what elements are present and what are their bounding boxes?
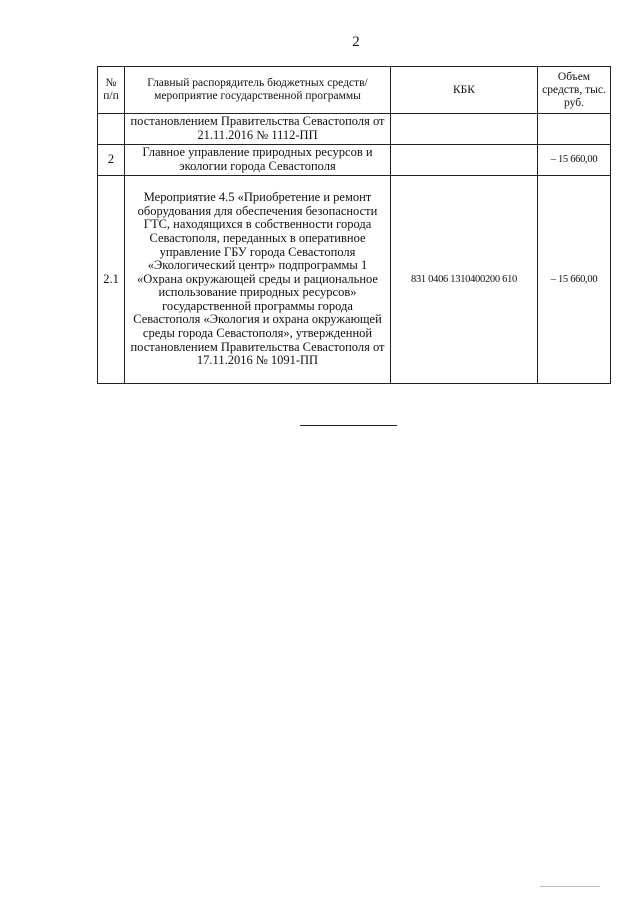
row-num: 2.1 bbox=[98, 176, 125, 384]
table-row bbox=[98, 114, 611, 145]
row-num bbox=[98, 114, 125, 145]
row-num: 2 bbox=[98, 145, 125, 176]
row-sum: – 15 660,00 bbox=[538, 176, 611, 384]
row-kbk bbox=[391, 145, 538, 176]
header-name: Главный распорядитель бюджетных средств/мероприятие государственной программы bbox=[125, 67, 391, 114]
table-row bbox=[98, 176, 611, 384]
row-name: постановлением Правительства Севастополя от 21.11.2016 № 1112-ПП bbox=[125, 114, 391, 145]
page-number: 2 bbox=[352, 34, 360, 50]
table-header-row bbox=[98, 67, 611, 114]
end-separator-line bbox=[300, 425, 397, 426]
header-num: № п/п bbox=[98, 67, 125, 114]
footer-mark-line bbox=[540, 886, 600, 887]
header-sum: Объем средств, тыс. руб. bbox=[538, 67, 611, 114]
row-name: Мероприятие 4.5 «Приобретение и ремонт оборудования для обеспечения безопасности ГТС, находящихся в собственности города Севастополя, переданных в оперативное управление ГБУ города Севастополя «Экологический центр» подпрограммы 1 «Охрана окружающей среды и рациональное использование природных ресурсов» государственной программы города Севастополя «Экология и охрана окружающей среды города Севастополя», утвержденной постановлением Правительства Севастополя от 17.11.2016 № 1091-ПП bbox=[125, 176, 391, 384]
row-sum bbox=[538, 114, 611, 145]
budget-table bbox=[97, 66, 611, 384]
header-kbk: КБК bbox=[391, 67, 538, 114]
row-sum: – 15 660,00 bbox=[538, 145, 611, 176]
row-kbk bbox=[391, 114, 538, 145]
table-row bbox=[98, 145, 611, 176]
row-kbk: 831 0406 1310400200 610 bbox=[391, 176, 538, 384]
row-name: Главное управление природных ресурсов и экологии города Севастополя bbox=[125, 145, 391, 176]
